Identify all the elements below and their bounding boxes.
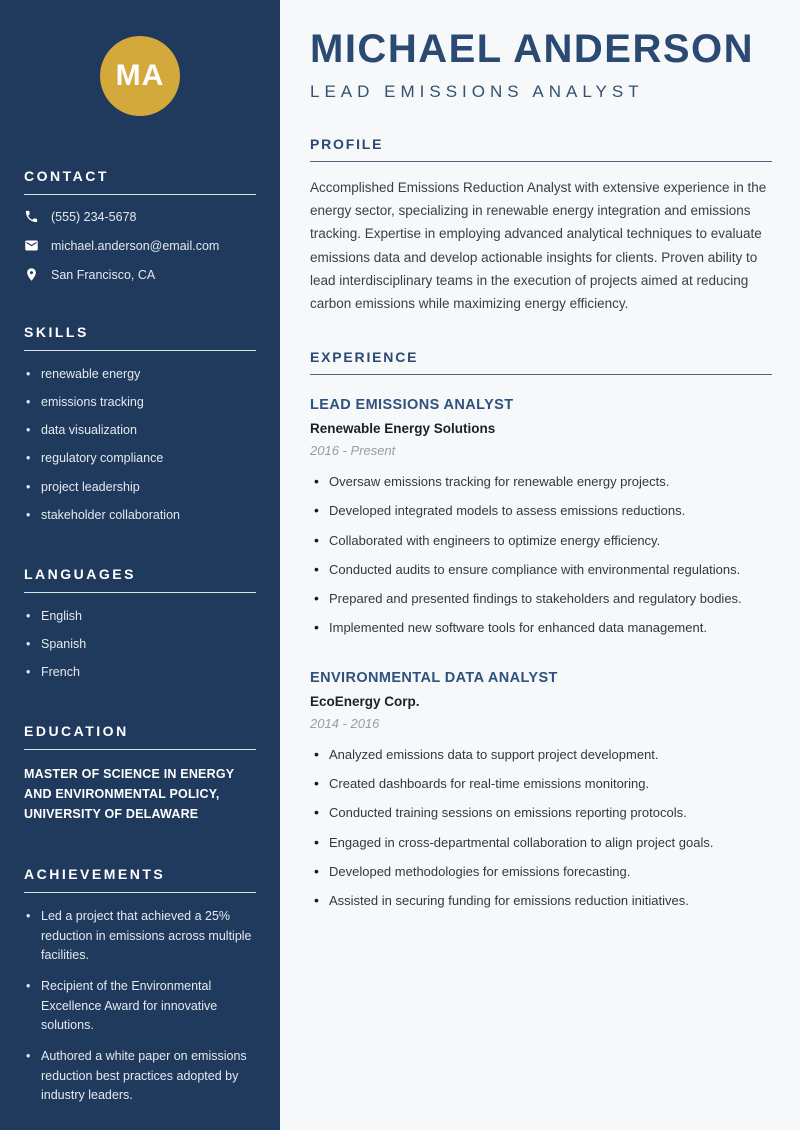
job-bullet: • Created dashboards for real-time emissions monitoring.	[310, 774, 772, 794]
job-entry-1	[310, 397, 772, 638]
language-item: • English	[24, 607, 256, 625]
achievements-section	[24, 866, 256, 1105]
contact-phone-row	[24, 209, 256, 224]
section-divider	[24, 892, 256, 893]
job-bullet: • Developed integrated models to assess emissions reductions.	[310, 501, 772, 521]
education-degree: MASTER OF SCIENCE IN ENERGY AND ENVIRONMENTAL POLICY, UNIVERSITY OF DELAWARE	[24, 767, 235, 822]
language-item: • French	[24, 663, 256, 681]
skills-section	[24, 324, 256, 524]
section-divider	[24, 194, 256, 195]
education-section	[24, 723, 256, 824]
profile-section	[310, 136, 772, 315]
contact-email-text: michael.anderson@email.com	[51, 238, 220, 253]
job-bullet-list	[310, 745, 772, 911]
skill-item: • regulatory compliance	[24, 449, 256, 467]
skill-item: • data visualization	[24, 421, 256, 439]
job-bullet: • Engaged in cross-departmental collaboration to align project goals.	[310, 833, 772, 853]
email-icon	[24, 238, 39, 253]
section-divider	[310, 374, 772, 375]
job-bullet: • Prepared and presented findings to stakeholders and regulatory bodies.	[310, 589, 772, 609]
achievement-item: • Recipient of the Environmental Excellence Award for innovative solutions.	[24, 977, 256, 1035]
language-item: • Spanish	[24, 635, 256, 653]
candidate-name: MICHAEL ANDERSON	[310, 27, 755, 71]
section-divider	[24, 592, 256, 593]
education-heading: EDUCATION	[24, 723, 129, 740]
job-bullet: • Analyzed emissions data to support project development.	[310, 745, 772, 765]
skills-heading: SKILLS	[24, 324, 89, 340]
job-dates: 2016 - Present	[310, 443, 396, 459]
job-role: LEAD EMISSIONS ANALYST	[310, 397, 514, 414]
profile-heading: PROFILE	[310, 136, 384, 152]
job-bullet: • Implemented new software tools for enhanced data management.	[310, 618, 772, 638]
section-divider	[24, 350, 256, 351]
contact-location-text: San Francisco, CA	[51, 267, 156, 282]
job-entry-2	[310, 670, 772, 911]
candidate-title: LEAD EMISSIONS ANALYST	[310, 82, 644, 101]
contact-location-row	[24, 267, 256, 282]
location-icon	[24, 267, 39, 282]
languages-list	[24, 607, 256, 681]
job-bullet: • Assisted in securing funding for emissions reduction initiatives.	[310, 891, 772, 911]
main-content	[280, 0, 800, 1130]
job-bullet-list	[310, 472, 772, 638]
contact-email-row	[24, 238, 256, 253]
phone-icon	[24, 209, 39, 224]
job-role: ENVIRONMENTAL DATA ANALYST	[310, 670, 558, 687]
profile-summary: Accomplished Emissions Reduction Analyst with extensive experience in the energy sector, specializing in renewable energy integration and emissions tracking. Expertise in employing advanced analytical techniques to evaluate emissions data and develop actionable insights for clients. Proven ability to lead interdisciplinary teams in the execution of projects aimed at reducing carbon emissions while maximizing energy efficiency.	[310, 180, 767, 312]
skill-item: • emissions tracking	[24, 393, 256, 411]
skill-item: • renewable energy	[24, 365, 256, 383]
job-bullet: • Conducted audits to ensure compliance with environmental regulations.	[310, 560, 772, 580]
achievements-list	[24, 907, 256, 1105]
achievement-item: • Authored a white paper on emissions reduction best practices adopted by industry leaders.	[24, 1047, 256, 1105]
achievement-item: • Led a project that achieved a 25% reduction in emissions across multiple facilities.	[24, 907, 256, 965]
avatar	[100, 36, 180, 116]
contact-section	[24, 168, 256, 282]
job-company: Renewable Energy Solutions	[310, 421, 496, 437]
job-company: EcoEnergy Corp.	[310, 694, 420, 710]
achievements-heading: ACHIEVEMENTS	[24, 866, 166, 883]
sidebar	[0, 0, 280, 1130]
job-bullet: • Oversaw emissions tracking for renewable energy projects.	[310, 472, 772, 492]
languages-heading: LANGUAGES	[24, 565, 136, 582]
skill-item: • stakeholder collaboration	[24, 506, 256, 524]
job-bullet: • Developed methodologies for emissions forecasting.	[310, 862, 772, 882]
skill-item: • project leadership	[24, 478, 256, 496]
avatar-initials: MA	[115, 59, 165, 92]
contact-heading: CONTACT	[24, 168, 109, 184]
languages-section	[24, 566, 256, 681]
contact-phone-text: (555) 234-5678	[51, 209, 137, 224]
job-bullet: • Collaborated with engineers to optimize energy efficiency.	[310, 531, 772, 551]
job-bullet: • Conducted training sessions on emissions reporting protocols.	[310, 803, 772, 823]
experience-section	[310, 349, 772, 911]
section-divider	[310, 161, 772, 162]
section-divider	[24, 749, 256, 750]
skills-list	[24, 365, 256, 524]
experience-heading: EXPERIENCE	[310, 349, 419, 366]
job-dates: 2014 - 2016	[310, 716, 380, 732]
